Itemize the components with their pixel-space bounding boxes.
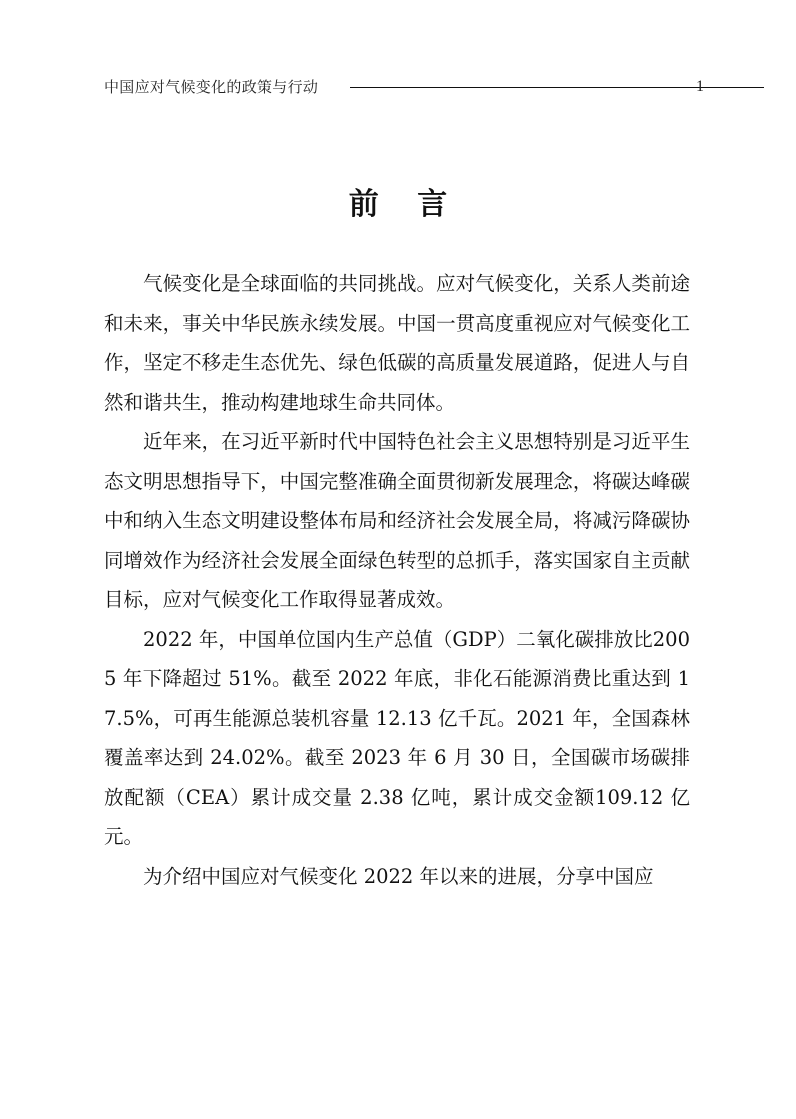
paragraph-1: 气候变化是全球面临的共同挑战。应对气候变化，关系人类前途和未来，事关中华民族永续发展。中国一贯高度重视应对气候变化工作，坚定不移走生态优先、绿色低碳的高质量发展道路，促进人与自然和谐共生，推动构建地球生命共同体。 (104, 272, 690, 414)
paragraph-4: 为介绍中国应对气候变化 2022 年以来的进展，分享中国应 (143, 864, 654, 888)
body-text (104, 264, 690, 896)
header-title: 中国应对气候变化的政策与行动 (104, 78, 319, 96)
paragraph-3: 2022 年，中国单位国内生产总值（GDP）二氧化碳排放比2005 年下降超过 51%。截至 2022 年底，非化石能源消费比重达到 17.5%，可再生能源总装机容量 12.13 亿千瓦。2021 年，全国森林覆盖率达到 24.02%。截至 2023 年 6 月 30 日，全国碳市场碳排放配额（CEA）累计成交量 2.38 亿吨，累计成交金额109.12 亿元。 (104, 627, 690, 848)
page-number: 1 (696, 78, 704, 95)
running-header (104, 76, 704, 98)
paragraph-2: 近年来，在习近平新时代中国特色社会主义思想特别是习近平生态文明思想指导下，中国完整准确全面贯彻新发展理念，将碳达峰碳中和纳入生态文明建设整体布局和经济社会发展全局，将减污降碳协同增效作为经济社会发展全面绿色转型的总抓手，落实国家自主贡献目标，应对气候变化工作取得显著成效。 (104, 430, 690, 611)
section-heading: 前 言 (348, 187, 462, 222)
